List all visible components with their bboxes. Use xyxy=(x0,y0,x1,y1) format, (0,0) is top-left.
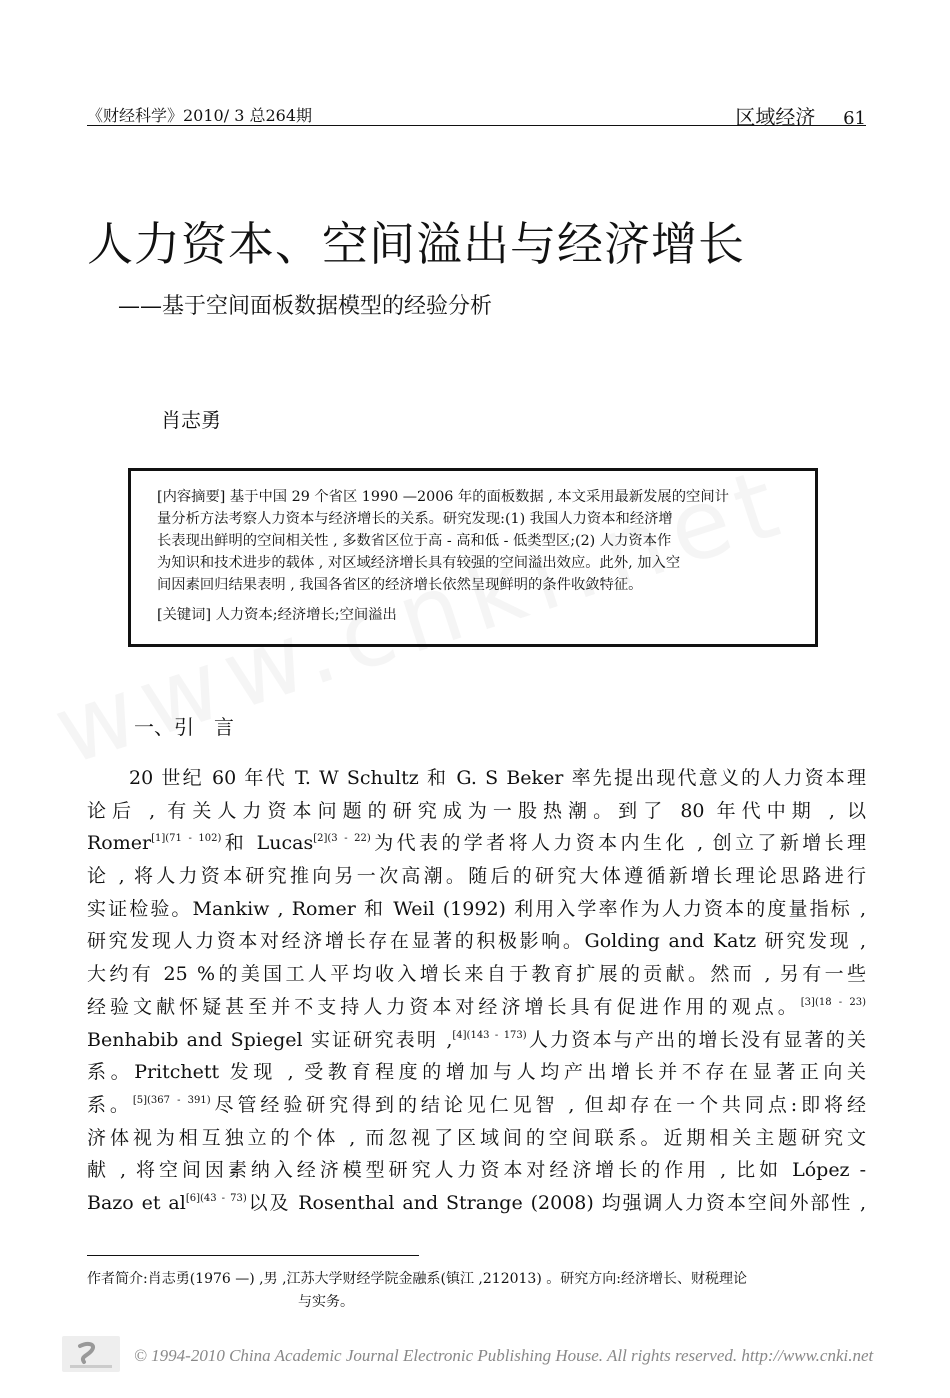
body-line: 大约有 25 %的美国工人平均收入增长来自于教育扩展的贡献。然而 , 另有一些 xyxy=(87,963,866,986)
footnote-rule xyxy=(87,1255,419,1256)
article-title: 人力资本、空间溢出与经济增长 xyxy=(87,217,745,271)
citation: [4](143 - 173) xyxy=(452,1029,527,1041)
section-name: 区域经济 xyxy=(735,105,816,129)
header-rule xyxy=(87,125,866,126)
citation: [1](71 - 102) xyxy=(151,833,222,845)
body-line: 经验文献怀疑甚至并不支持人力资本对经济增长具有促进作用的观点。$^{[3](18 - 23)}$ xyxy=(87,995,866,1018)
citation: [3](18 - 23) xyxy=(800,996,866,1008)
body-paragraph xyxy=(87,762,866,1220)
abstract-line: 间因素回归结果表明 , 我国各省区的经济增长依然呈现鲜明的条件收敛特征。 xyxy=(157,577,643,593)
body-line: 济体视为相互独立的个体 , 而忽视了区域间的空间联系。近期相关主题研究文 xyxy=(87,1126,866,1149)
body-line: 研究发现人力资本对经济增长存在显著的积极影响。Golding and Katz 研究发现 , xyxy=(87,930,866,953)
citation: [6](43 - 73) xyxy=(185,1192,247,1204)
section-heading: 一、引 言 xyxy=(134,715,234,739)
citation: [2](3 - 22) xyxy=(313,833,371,845)
abstract-line: [内容摘要] 基于中国 29 个省区 1990 —2006 年的面板数据 , 本文采用最新发展的空间计 xyxy=(157,489,729,505)
body-line: Benhabib and Spiegel 实证研究表明 ,$^{[4](143 - 173)}$人力资本与产出的增长没有显著的关 xyxy=(87,1028,866,1051)
body-line: 论 , 将人力资本研究推向另一次高潮。随后的研究大体遵循新增长理论思路进行 xyxy=(87,865,866,888)
cnki-logo xyxy=(62,1336,120,1372)
footnote-line: 与实务。 xyxy=(298,1294,354,1310)
body-line: 实证检验。Mankiw , Romer 和 Weil (1992) 利用入学率作为人力资本的度量指标 , xyxy=(87,897,866,920)
copyright-notice: © 1994-2010 China Academic Journal Electronic Publishing House. All rights reserved. http://www.cnki.net xyxy=(134,1346,874,1365)
body-line: 系。Pritchett 发现 , 受教育程度的增加与人均产出增长并不存在显著正向关 xyxy=(87,1061,866,1084)
journal-info: 《财经科学》2010/ 3 总264期 xyxy=(87,106,313,125)
abstract-line: 长表现出鲜明的空间相关性 , 多数省区位于高 - 高和低 - 低类型区;(2) 人力资本作 xyxy=(157,533,672,549)
author-name: 肖志勇 xyxy=(161,408,221,432)
body-line: 20 世纪 60 年代 T. W Schultz 和 G. S Beker 率先提出现代意义的人力资本理 xyxy=(129,767,866,789)
page-number: 61 xyxy=(843,108,866,129)
abstract-line: 量分析方法考察人力资本与经济增长的关系。研究发现:(1) 我国人力资本和经济增 xyxy=(157,511,673,527)
body-line: Romer$^{[1](71 - 102)}$和 Lucas$^{[2](3 - 22)}$为代表的学者将人力资本内生化 , 创立了新增长理 xyxy=(87,832,867,855)
article-subtitle: ——基于空间面板数据模型的经验分析 xyxy=(118,294,493,319)
keywords: [关键词] 人力资本;经济增长;空间溢出 xyxy=(157,607,397,623)
body-line: 献 , 将空间因素纳入经济模型研究人力资本对经济增长的作用 , 比如 López - xyxy=(87,1159,866,1182)
abstract-box xyxy=(128,468,818,647)
citation: [5](367 - 391) xyxy=(132,1094,211,1106)
body-line: 论后 , 有关人力资本问题的研究成为一股热潮。到了 80 年代中期 , 以 xyxy=(87,799,866,822)
body-line: 系。$^{[5](367 - 391)}$尽管经验研究得到的结论见仁见智 , 但却存在一个共同点:即将经 xyxy=(87,1093,866,1116)
author-footnote xyxy=(87,1268,866,1314)
body-line: Bazo et $al^{[6](43 - 73)}$以及 Rosenthal and Strange (2008) 均强调人力资本空间外部性 , xyxy=(87,1191,867,1214)
abstract-line: 为知识和技术进步的载体 , 对区域经济增长具有较强的空间溢出效应。此外, 加入空 xyxy=(157,555,681,571)
footnote-line: 作者简介:肖志勇(1976 —) ,男 ,江苏大学财经学院金融系(镇江 ,212013) 。研究方向:经济增长、财税理论 xyxy=(87,1271,747,1287)
